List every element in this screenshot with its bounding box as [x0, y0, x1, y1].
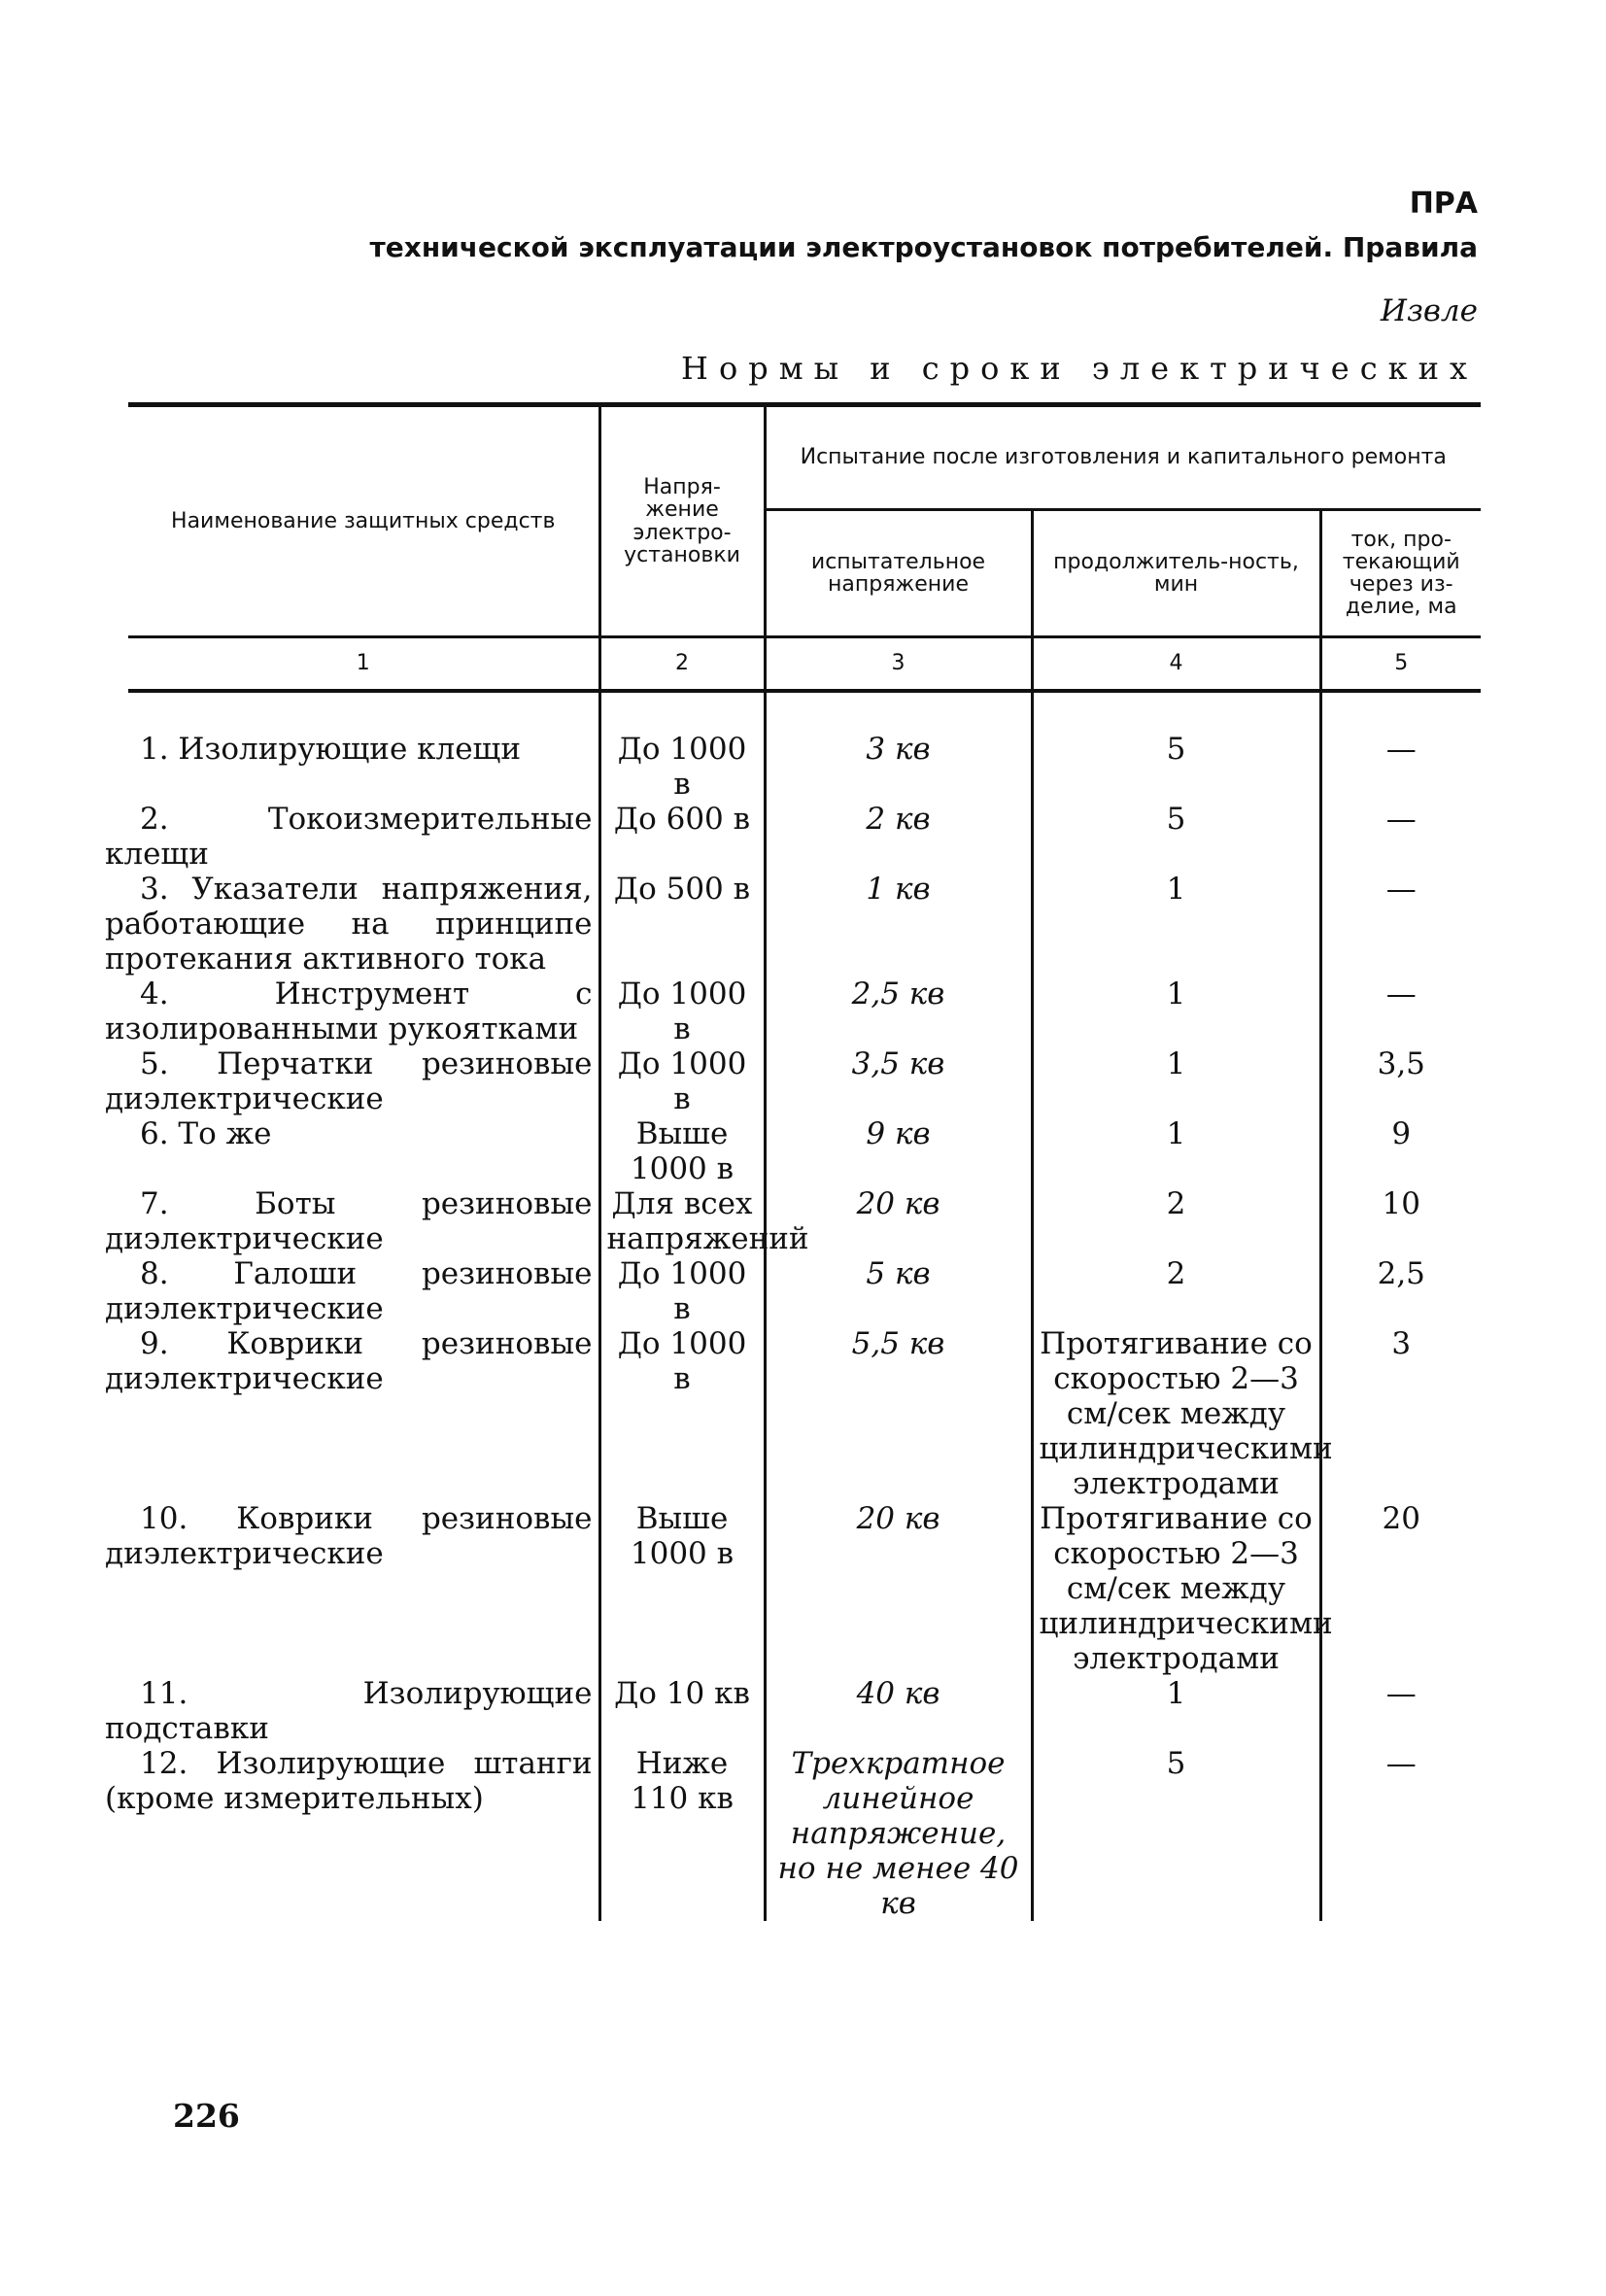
row-name — [105, 802, 599, 872]
table-row — [128, 872, 1481, 977]
row-name-text: 2. Токоизмерительные клещи — [105, 802, 593, 872]
row-voltage: До 500 в — [599, 872, 765, 977]
table-row — [128, 802, 1481, 872]
row-name — [105, 1046, 599, 1116]
row-duration: 1 — [1032, 1116, 1320, 1186]
header-current: ток, про-текающий через из-делие, ма — [1342, 527, 1460, 620]
row-voltage: Ниже 110 кв — [599, 1746, 765, 1921]
row-test-voltage: 2,5 кв — [765, 977, 1032, 1046]
row-duration: 1 — [1032, 977, 1320, 1046]
row-current: — — [1385, 1746, 1417, 1781]
row-voltage: Для всех напряжений — [599, 1186, 765, 1256]
header-excerpt-label: Извле — [1380, 293, 1478, 328]
row-current: — — [1385, 802, 1417, 837]
row-current: 10 — [1382, 1186, 1420, 1221]
row-name-text: 9. Коврики резиновые диэлектрические — [105, 1326, 593, 1396]
row-test-voltage: 5,5 кв — [765, 1326, 1032, 1501]
row-voltage: До 1000 в — [599, 1326, 765, 1501]
header-test-voltage: испытательное напряжение — [765, 510, 1032, 637]
row-test-voltage: 2 кв — [765, 802, 1032, 872]
row-duration: 5 — [1032, 802, 1320, 872]
row-name — [128, 691, 599, 802]
norms-table — [105, 402, 1481, 1921]
header-duration: продолжитель-ность, мин — [1032, 510, 1320, 637]
row-duration: 5 — [1032, 1746, 1320, 1921]
row-duration: 5 — [1032, 691, 1320, 802]
table-row — [128, 1326, 1481, 1501]
header-subtitle: технической эксплуатации электроустановок потребителей. Правила — [369, 231, 1478, 263]
row-name — [105, 1326, 599, 1501]
row-test-voltage: 9 кв — [765, 1116, 1032, 1186]
row-name-text: 10. Коврики резиновые диэлектрические — [105, 1501, 593, 1571]
row-name — [105, 872, 599, 977]
col-number: 2 — [599, 637, 765, 692]
table-row — [128, 1676, 1481, 1746]
row-current: 3 — [1391, 1326, 1412, 1361]
table-row — [128, 1501, 1481, 1676]
row-test-voltage: 20 кв — [765, 1186, 1032, 1256]
row-current: — — [1385, 732, 1417, 767]
row-test-voltage: 1 кв — [765, 872, 1032, 977]
row-name — [105, 1676, 599, 1746]
row-current: 9 — [1391, 1116, 1412, 1151]
row-name — [105, 1186, 599, 1256]
row-voltage: До 1000 в — [599, 1256, 765, 1326]
table-row — [128, 1256, 1481, 1326]
row-test-voltage: 20 кв — [765, 1501, 1032, 1676]
row-duration: 2 — [1032, 1186, 1320, 1256]
table-caption: Нормы и сроки электрических — [681, 350, 1478, 387]
row-duration: 2 — [1032, 1256, 1320, 1326]
row-test-voltage: 3 кв — [765, 691, 1032, 802]
header-name: Наименование защитных средств — [128, 405, 599, 637]
row-current: 3,5 — [1377, 1046, 1425, 1081]
row-name — [128, 1116, 599, 1186]
row-current: 20 — [1382, 1501, 1420, 1536]
row-name — [105, 1746, 599, 1921]
row-name-text: 5. Перчатки резиновые диэлектрические — [105, 1046, 593, 1116]
col-number: 1 — [128, 637, 599, 692]
row-name — [105, 1501, 599, 1676]
row-name-text: 1. Изолирующие клещи — [140, 732, 522, 767]
row-duration: 1 — [1032, 872, 1320, 977]
row-duration: Протягивание со скоростью 2—3 см/сек между цилиндрическими электродами — [1032, 1501, 1320, 1676]
header-test-group: Испытание после изготовления и капитального ремонта — [765, 405, 1481, 510]
header-voltage: Напря-жение электро-установки — [599, 405, 765, 637]
table-row — [128, 1746, 1481, 1921]
row-current: — — [1385, 872, 1417, 907]
row-current: — — [1385, 1676, 1417, 1711]
row-name-text: 12. Изолирующие штанги (кроме измерительных) — [105, 1746, 593, 1816]
row-duration: 1 — [1032, 1676, 1320, 1746]
row-voltage: Выше 1000 в — [599, 1501, 765, 1676]
table-row — [128, 1046, 1481, 1116]
row-name-text: 3. Указатели напряжения, работающие на принципе протекания активного тока — [105, 872, 593, 977]
row-voltage: До 1000 в — [599, 691, 765, 802]
row-voltage: До 1000 в — [599, 1046, 765, 1116]
table-row — [128, 691, 1481, 802]
row-name-text: 7. Боты резиновые диэлектрические — [105, 1186, 593, 1256]
row-current: 2,5 — [1377, 1256, 1425, 1291]
row-voltage: Выше 1000 в — [599, 1116, 765, 1186]
row-duration: Протягивание со скоростью 2—3 см/сек между цилиндрическими электродами — [1032, 1326, 1320, 1501]
col-number: 3 — [765, 637, 1032, 692]
row-name-text: 4. Инструмент с изолированными рукоятками — [105, 977, 593, 1046]
table-row — [128, 1186, 1481, 1256]
row-voltage: До 1000 в — [599, 977, 765, 1046]
row-test-voltage: 40 кв — [765, 1676, 1032, 1746]
row-name — [105, 1256, 599, 1326]
row-test-voltage: 3,5 кв — [765, 1046, 1032, 1116]
row-name-text: 11. Изолирующие подставки — [105, 1676, 593, 1746]
row-duration: 1 — [1032, 1046, 1320, 1116]
table-row — [128, 977, 1481, 1046]
table-row — [128, 1116, 1481, 1186]
row-name-text: 8. Галоши резиновые диэлектрические — [105, 1256, 593, 1326]
row-voltage: До 600 в — [599, 802, 765, 872]
row-voltage: До 10 кв — [599, 1676, 765, 1746]
row-current: — — [1385, 977, 1417, 1011]
row-name — [105, 977, 599, 1046]
row-test-voltage: Трехкратное линейное напряжение, но не менее 40 кв — [765, 1746, 1032, 1921]
header-title-fragment: ПРА — [1409, 187, 1478, 221]
col-number: 5 — [1320, 637, 1481, 692]
page-number: 226 — [173, 2097, 240, 2135]
row-name-text: 6. То же — [140, 1116, 272, 1151]
row-test-voltage: 5 кв — [765, 1256, 1032, 1326]
col-number: 4 — [1032, 637, 1320, 692]
